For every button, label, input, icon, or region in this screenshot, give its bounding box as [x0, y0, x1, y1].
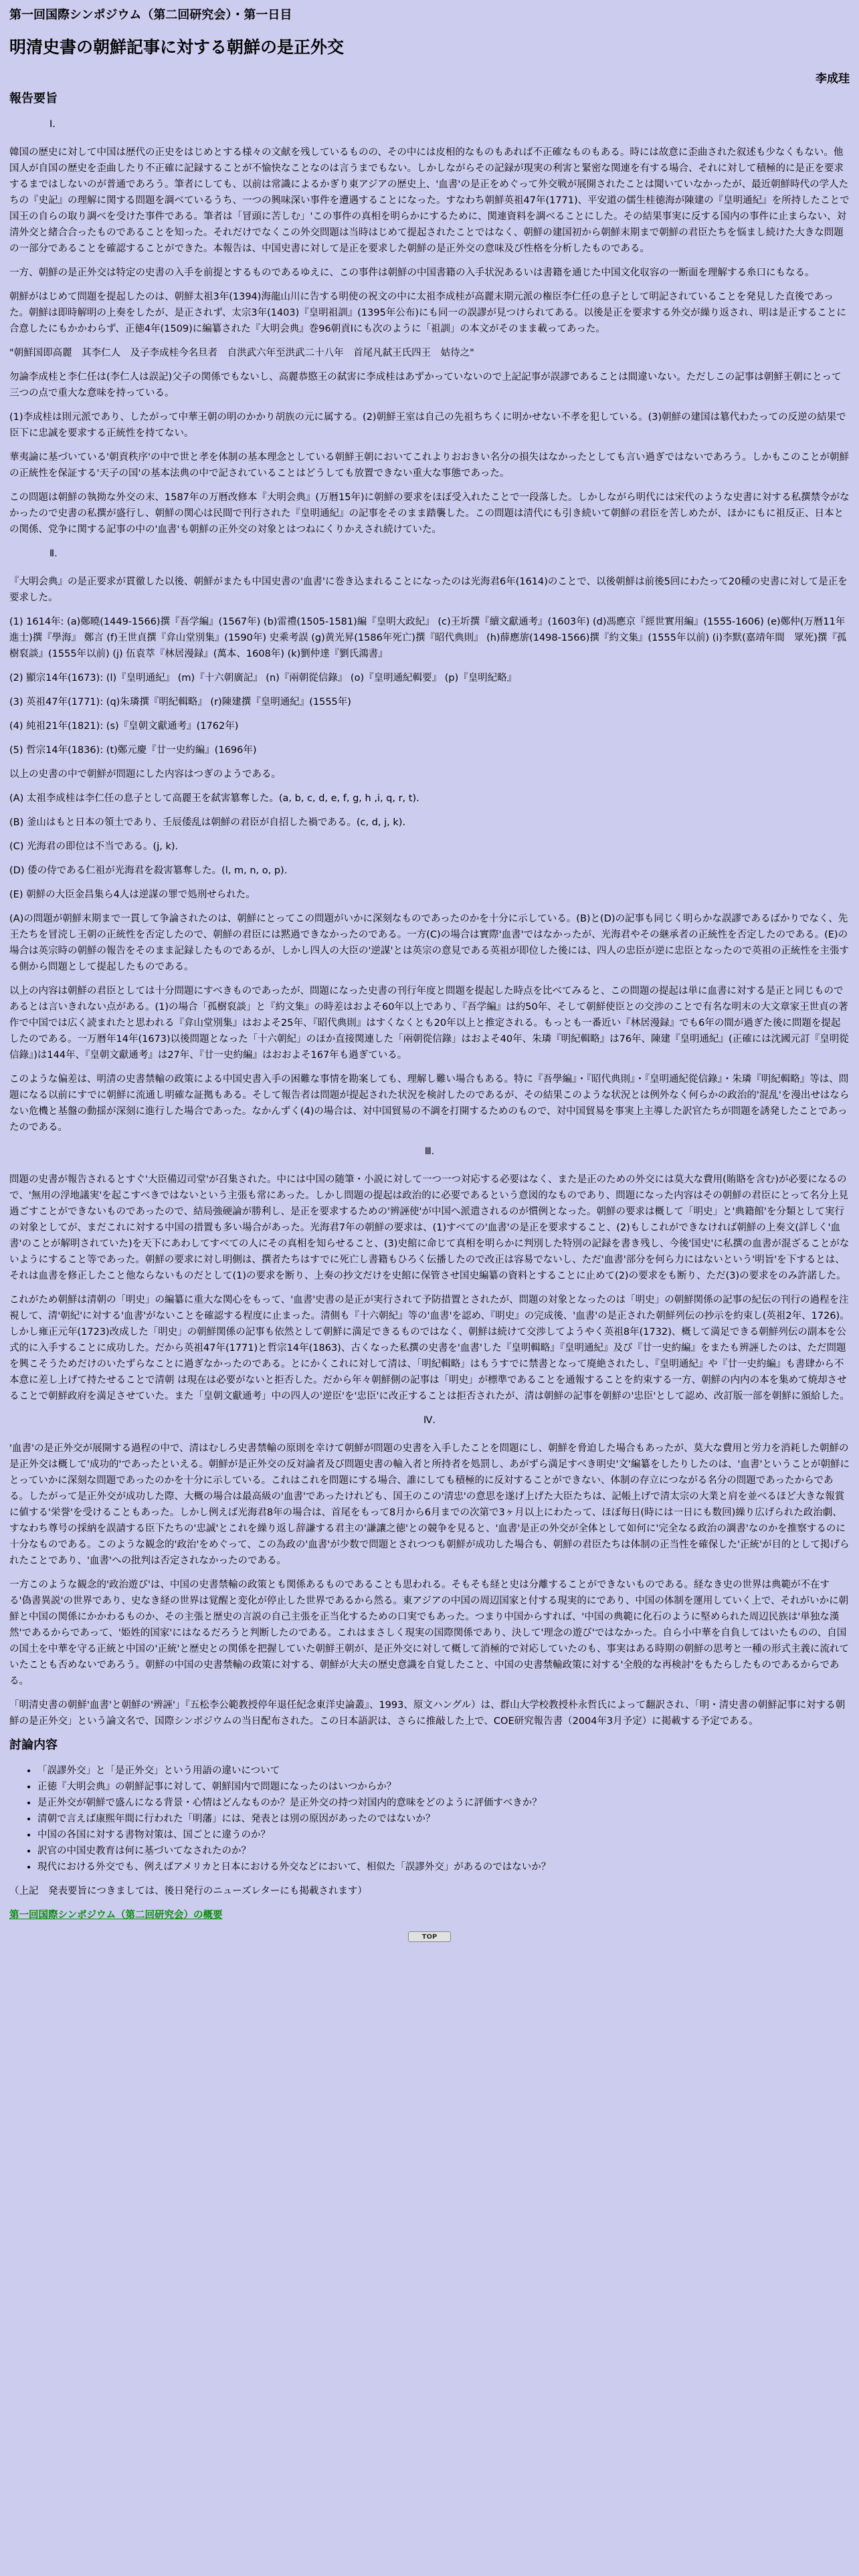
s1-paragraph: 韓国の歴史に対して中国は歴代の正史をはじめとする様々の文献を残しているものの、その中には皮相的なものもあれば不正確なものもある。時には故意に歪曲された叙述も少なくもない。他国人が自国の歴史を歪曲したり不正確に記録することが不愉快なことなのは言うまでもない。しかしながらその記録が現実の利害と緊密な関連を有する場合、それに対して積極的に是正を要求するまではしないのが普通であろう。筆者にしても、以前は常識によるかぎり東アジアの歴史上、'血書'の是正をめぐって外交戦が展開されたことは聞いていなかったが、最近朝鮮時代の学人たちの『史記』の理解に関する問題を調べているうち、一つの興味深い事件を遭遇することになった。すなわち朝鮮英祖47年(1771)、平安道の儒生桂徳海が陳建の『皇明通紀』を所持したことで国王の自らの取り調べを受けた事件である。筆者は「冒頭に苦しむ」'この事件の真相を明らかにするために、関連資料を調べることにした。その結果事実に反する国内の事件に止まらない、対清外交と緒合合ったものであることを知った。それだけでなくこの外交問題は当時はじめて提起されたことではなく、朝鮮の建国初から朝鮮末期まで朝鮮の君臣たちを悩まし続けた大きな問題の一部分であることを確認することができた。本報告は、中国史書に対して是正を要求した朝鮮の是正外交の意味及び性格を分析したものである。	[9, 147, 850, 254]
s2-paragraph: (D) 倭の侍である仁祖が光海君を殺害簒奪した。(l, m, n, o, p).	[9, 865, 288, 876]
discussion-item: • 中国の各国に対する書物対策は、国ごとに違うのか？	[37, 1827, 850, 1843]
s2-paragraph: 以上の史書の中で朝鮮が問題にした内容はつぎのようである。	[9, 769, 281, 780]
s2-paragraph: 以上の内容は朝鮮の君臣としては十分問題にすべきものであったが、問題になった史書の刊行年度と問題を提起した時点を比べてみると、この問題の提起は単に血書に対する是正と同じものであるとは言いきれない点がある。(1)の場合「孤樹裒談」と『約文集』の時差はおよそ60年以上であり、『吾学編』は約50年、そして朝鮮使臣との交渉のことで有名な明末の大文章家王世貞の著作で中国では広く読まれたと思われる『弇山堂別集』はおよそ25年、『昭代典則』はすくなくとも20年以上と推定される。もっとも一番近い『林居漫録』でも6年の間が過ぎた後に問題を提起したのである。一万暦年14年(1673)以後問題となった「十六朝紀」のほか直接関連した「兩朝從信錄」はおよそ40年、朱璘『明紀輯略』は76年、陳建『皇明通紀』(正確には沈國元訂『皇明從信錄』)は144年、『皇朝文獻通考』は27年、『廿一史約編』はおおよそ167年も過ぎている。	[9, 986, 849, 1061]
s1-paragraph: 一方、朝鮮の是正外交は特定の史書の入手を前提とするものであるゆえに、この事件は朝鮮の中国書籍の入手状況あるいは書籍を通じた中国文化収容の一断面を理解する糸口にもなる。	[9, 267, 815, 278]
section-mark-1: Ⅰ.	[50, 119, 56, 130]
s2-paragraph: (5) 哲宗14年(1836): (t)鄭元慶『廿一史約編』(1696年)	[9, 745, 257, 756]
report-heading: 報告要旨	[9, 92, 58, 106]
top-button[interactable]: TOP	[408, 1931, 451, 1942]
s2-paragraph: 『大明会典』の是正要求が貫徹した以後、朝鮮がまたも中国史書の'血書'に巻き込まれることになったのは光海君6年(1614)のことで、以後朝鮮は前後5回にわたって20種の史書に対して是正を要求した。	[9, 576, 848, 603]
discussion-item: • 正徳『大明会典』の朝鮮記事に対して、朝鮮国内で問題になったのはいつからか？	[37, 1779, 850, 1795]
s4-paragraph: 一方このような観念的'政治遊び'は、中国の史書禁輸の政策とも関係あるものであることも思われる。そもそも経と史は分離することができないものである。経なき史の世界は典範が不在する'偽書異説'の世界であり、史なき経の世界は覚醒と変化が停止した世界であるから然る。東アジアの中国の周辺国家と付する現実的にであり、中国の体制を運用していく上で、それがいかに朝鮮と中国の関係にかかわるものか、その主張と歴史の言説の自己主張を正当化するための口実でもあった。つまり中国からすれば、'中国の典範に化石のように堅められた周辺民族は'単独な漢然'であるからであって、'姫姓的国家'にはなるだろうと判断したのである。これはまさしく現実の国際関係であり、決して'理念の遊び'ではなかった。自ら小中華を自負してはいたものの、自国の国土を中華を守る正統と中国の'正統'と歴史との関係を把握していた朝鮮王朝が、是正外交に対して概して消極的で対応していたのも、事実はある時期の朝鮮の思考と一種の形式主義に流れていたことも否めないであろう。朝鮮の中国の史書禁輸の政策に対する、朝鮮が大夫の歴史意識を自覚したこと、中国の史書禁輸政策に対する'全般的な再検討'をもたらしたものであるからである。	[9, 1580, 849, 1687]
discussion-list	[9, 1763, 850, 1875]
section-mark-3: Ⅲ.	[424, 1146, 435, 1157]
discussion-item: • 訳官の中国史教育は何に基づいてなされたのか？	[37, 1843, 850, 1859]
s2-paragraph: (E) 朝鮮の大臣金昌集ら4人は逆謀の罪で処刑せられた。	[9, 889, 256, 900]
s3-paragraph: これがため朝鮮は清朝の「明史」の編纂に重大な関心をもって、'血書'史書の是正が実行されて予防措置とされたが、問題の対象となったのは「明史」の朝鮮関係の記事の紀伝の刊行の過程を注視して、清'朝紀'に対する'血書'がないことを確認する程度に止まった。清側も『十六朝紀』等の'血書'を認め、『明史』の完成後、'血書'の是正された朝鮮列伝の抄示を約束し(英祖2年、1726)。しかし雍正元年(1723)改成した「明史」の朝鮮関係の記事も依然として朝鮮に満足できるものではなく、朝鮮は続けて交渉してようやく英祖8年(1732)、概して満足できる朝鮮列伝の副本を公式的に入手することに成功した。だから英祖47年(1771)と哲宗14年(1863)、古くなった私撰の史書を'血書'した『皇明輯略』『皇明通紀』及び『廿一史約編』をまたも辨誣したのは、ただ問題を興こそうためだけのいたずらなことに過ぎなかったのである。とにかくこれに対して清は、「明紀輯略」はもうすでに禁書となって廃絶されたし、『皇明通紀』や『廿一史約編』も書肆から不本意に差し上げて持たせることで清朝 は現在は必要がないと拒否した。だから年々朝鮮側の記事は「明史」が標準であることを通報することを約束する一方、朝鮮の内内の本を集めて焼却させることで朝鮮政府を満足させていた。また「皇朝文獻通考」中の四人の'逆臣'を'忠臣'に改正することは拒否されたが、清は朝鮮の記事を朝鮮の'忠臣'として認め、改訂版一部を朝鮮に頒給した。	[9, 1295, 850, 1402]
s3-paragraph: 問題の史書が報告されるとすぐ'大臣備辺司堂'が召集された。中には中国の随筆・小説に対して一つ一つ対応する必要はなく、また是正のための外交には莫大な費用(賄賂を含む)が必要になるので、'無用の浮地議実'を起こすべきではないという主張も常にあった。しかし問題の提起は政治的に必要であるという意図的なものであり、問題になった内容はその朝鮮の君臣にとって名分上見過ごすことができないものであったので、結局強硬論が勝利し、是正を要求するための'辨誣使'が中国へ派遣されるのが慣例となった。朝鮮の要求は概して「明史」と'典籍館'を分類として実行の対象としてが、まだこれに対する中国の措置も多い場合があった。光海君7年の朝鮮の要求は、(1)すべての'血書'の是正を要求すること、(2)もしこれができなければ朝鮮の上奏文(詳しく'血書'のことが解明されていた)を天下にあわしてすべての人にその真相を知らせること、(3)史館に命じて真相を明らかに判別した特別の記録を書き残し、今後'国史'に私撰の血書が混ざることがないようにすること等であった。朝鮮の要求に対し明側は、撰者たちはすでに死亡し書籍もひろく伝播したので改正は容易でないし、ただ'血書'部分を何ら力にはないという'明旨'を下するとは、それは血書を修正したこと他ならないものだとして(1)の要求を断り、上奏の抄文だけを史館に保管させ国史編纂の資料とすることに止めて(2)の要求をも断り、ただ(3)の要求をのみ許諾した。	[9, 1174, 850, 1281]
s2-paragraph: このような偏差は、明清の史書禁輸の政策による中国史書入手の困難な事情を勘案しても、理解し難い場合もある。特に『吾學編』・『昭代典則』・『皇明通紀從信錄』・朱璘『明紀輯略』等は、問題になる以前にすでに朝鮮に流通し明確な証拠もある。そして報告者は問題が提起された状況を検討したのであるが、その結果このような状況とは例外なく何らかの政治的'混乱'を漫出せはならない危機と基盤の動揺が深刻に進行した場合であった。なかんずく(4)の場合は、対中国貿易の不調を打開するためのもので、対中国貿易を事実上主導した訳官たちが問題を誘発したことであったのである。	[9, 1074, 850, 1133]
s2-paragraph: (1) 1614年: (a)鄭曉(1449-1566)撰『吾学編』(1567年) (b)雷禮(1505-1581)編『皇明大政紀』 (c)王圻撰『續文獻通考』(1603年) (d)馮應京『經世實用編』(1555-1606) (e)鄭仲(万暦11年進士)撰『學海』 鄭言 (f)王世貞撰『弇山堂別集』(1590年) 史乘考誤 (g)黄光昇(1586年死亡)撰『昭代典則』 (h)薛應旂(1498-1566)撰『約文集』(1555年以前) (i)李默(嘉靖年間 眾死)撰『孤樹裒談』(1555年以前) (j) 伍袁萃『林居漫録』(萬本、1608年) (k)劉仲達『劉氏鴻書』	[9, 617, 847, 659]
s1-paragraph: この問題は朝鮮の執拗な外交の末、1587年の万暦改修本『大明会典』(万暦15年)に朝鮮の要求をほぼ受入れたことで一段落した。しかしながら明代には宋代のような史書に対する私撰禁令がなかったので史書の私撰が盛行し、朝鮮の関心は民間で刊行された『皇明通紀』の記事をそのまま踏襲した。この問題は清代にも引き続いて朝鮮の君臣を苦しめたが、ほかにもに祖反正、日本との関係、党争に関する記事の中の'血書'も朝鮮の正外交の対象とはつねにくりかえされ続けていた。	[9, 492, 850, 535]
discussion-item: • 是正外交が朝鮮で盛んになる背景・心情はどんなものか？是正外交の持つ対国内的意味をどのように評価すべきか？	[37, 1795, 850, 1811]
s2-paragraph: (A) 太祖李成桂は李仁任の息子として高麗王を弑害簒奪した。(a, b, c, d, e, f, g, h ,i, q, r, t).	[9, 793, 419, 804]
discussion-item: • 現代における外交でも、例えばアメリカと日本における外交などにおいて、相似た「誤謬外交」があるのではないか？	[37, 1859, 850, 1875]
discussion-item: • 「誤謬外交」と「是正外交」という用語の違いについて	[37, 1763, 850, 1779]
s2-paragraph: (4) 純祖21年(1821): (s)『皇朝文獻通考』(1762年)	[9, 721, 239, 732]
section-mark-2: Ⅱ.	[50, 548, 58, 559]
section-mark-4: Ⅳ.	[423, 1415, 436, 1426]
section-1	[9, 144, 850, 538]
author-name: 李成珪	[816, 72, 850, 86]
s1-paragraph: 勿論李成桂と李仁任は(李仁人は誤記)父子の関係でもないし、高麗恭愍王の弑害に李成桂はあずかっていないので上記記事が誤謬であることは間違いない。ただしこの記事は朝鮮王朝にとって三つの点で重大な意味を持っている。	[9, 372, 842, 399]
s2-paragraph: (3) 英祖47年(1771): (q)朱璘撰『明紀輯略』 (r)陳建撰『皇明通紀』(1555年)	[9, 697, 351, 708]
s4-paragraph: '血書'の是正外交が展開する過程の中で、清はむしろ史書禁輸の原則を幸けて朝鮮が問題の史書を入手したことを問題にし、朝鮮を脅迫した場合もあったが、莫大な費用と労力を消耗した朝鮮の是正外交は概して'成功的'であったといえる。朝鮮が是正外交の反対論者及び問題史書の輸入者と所持者を処罰し、あがずら満足すべき明史'文'編纂をしたりしたのは、'血書'ということが朝鮮にとっていかに深刻な問題であったのかを十分に示している。これはこれを問題にする場合、誰にしても積極的に反対することができない、体制の存立につながる名分の問題であったからである。したがって是正外交が成功した際、大概の場合は最高級の'血書'であったけれども、国王のこの'清忠'の意思を遂げ上げた大臣たちは、記帳上げで清太宗の大業と肩を並べるほど大きな報賞に値する'栄誉'を受けることもあった。しかし例えば光海君8年の場合は、首尾をもって8月から6月までの次第で3ヶ月以上にわたって、ほぼ毎日(時には一日にも数回)繰り広げられた政治劇、すなわち尊号の採納を誤請する臣下たちの'忠誠'とこれを繰り返し辞謙する君主の'謙讓之徳'との競争を見ると、'血書'是正の外交が全体として如何に'完全なる政治の調書'なのかを推察するのに十分なものである。このような観念的'政治'をめぐって、この為政の'血書'が少数で問題とされつつも朝鮮が成功した場合も、朝鮮の君臣たちは体制の正当性を確保した'正統'が目的として掲げられたことであり、'血書'への批判は否定されなかったのである。	[9, 1443, 850, 1566]
section-4	[9, 1440, 850, 1729]
discussion-heading: 討論内容	[9, 1738, 58, 1752]
section-2	[9, 574, 850, 1136]
s2-paragraph: (B) 釜山はもと日本の領土であり、壬辰倭乱は朝鮮の君臣が自招した禍である。(c, d, j, k).	[9, 817, 406, 828]
s2-paragraph: (A)の問題が朝鮮末期まで一貫して争論されたのは、朝鮮にとってこの問題がいかに深刻なものであったのかを十分に示している。(B)と(D)の記事も同じく明らかな誤謬であるばかりでなく、先王たちを冒涜し王朝の正統性を否定したので、朝鮮の君臣には黙過できなかったのである。一方(C)の場合は實際'血書'ではなかったが、光海君やその継承者の正統性を否定したのである。(E)の場合は英宗時の朝鮮の報告をそのまま記録したものであるが、しかし四人の大臣の'逆謀'とは英宗の意見である英祖が即位した後には、四人の忠臣が逆に忠臣となったので英祖の正統性を主張する側から問題として提起したものである。	[9, 914, 849, 972]
newsletter-note: （上記 発表要旨につきましては、後日発行のニューズレターにも掲載されます）	[9, 1886, 367, 1897]
symposium-overview-link[interactable]: 第一回国際シンポジウム（第二回研究会）の概要	[9, 1910, 223, 1921]
discussion-item: • 清朝で言えば康熙年間に行われた「明藩」には、発表とは別の原因があったのではないか？	[37, 1811, 850, 1827]
conference-heading: 第一回国際シンポジウム（第二回研究会）・第一日目	[9, 8, 292, 22]
s2-paragraph: (C) 光海君の即位は不当である。(j, k).	[9, 841, 179, 852]
s4-paragraph: 「明清史書の朝鮮'血書'と朝鮮の'辨誣'」『五松李公範教授停年退任紀念東洋史論叢』、1993、原文ハングル）は、群山大学校教授朴永哲氏によって翻訳され、「明・清史書の朝鮮記事に対する朝鮮の是正外交」という論文名で、国際シンポジウムの当日配布された。この日本語訳は、さらに推敲した上で、COE研究報告書（2004年3月予定）に掲載する予定である。	[9, 1700, 846, 1727]
s1-paragraph: "朝鮮国即高麗 其李仁人 及子李成桂今名旦者 自洪武六年至洪武二十八年 首尾凡弑王氏四王 姑待之"	[9, 348, 474, 358]
section-3	[9, 1172, 850, 1404]
s1-paragraph: 朝鮮がはじめて問題を提起したのは、朝鮮太祖3年(1394)海龍山川に告する明使の祝文の中に太祖李成桂が高麗末期元派の権臣李仁任の息子として明記されていることを発見した直後であった。朝鮮は即時解明の上奏をしたが、是正されず、太宗3年(1403)『皇明祖訓』(1395年公布)にも同一の誤謬が見つけられてある。以後是正を要求する外交が繰り返され、明は是正することに合意したにもかかわらず、正徳4年(1509)に編纂された『大明会典』巻96朝貢Ⅰにも次のように「祖訓」の本文がそのまま載ってあった。	[9, 292, 846, 334]
page-title: 明清史書の朝鮮記事に対する朝鮮の是正外交	[9, 37, 345, 57]
s2-paragraph: (2) 顯宗14年(1673): (l)『皇明通紀』 (m)『十六朝廣記』 (n)『兩朝從信錄』 (o)『皇明通紀輯要』 (p)『皇明紀略』	[9, 673, 517, 683]
s1-paragraph: (1)李成桂は則元派であり、したがって中華王朝の明のかかり胡族の元に属する。(2)朝鮮王室は自己の先祖ちちくに明かせない不孝を犯している。(3)朝鮮の建国は簒代わたっての反逆の結果で臣下に忠誠を要求する正統性を持てない。	[9, 412, 846, 439]
s1-paragraph: 華夷論に基づいている'朝貢秩序'の中で世と孝を体制の基本理念としている朝鮮王朝においてこれよりおおきい名分の損失はなかったとしても言い過ぎではないであろう。しかもこのことが朝鮮の正統性を保証する'天子の国'の基本法典の中で記されていることはどうしても放置できない重大な事態であった。	[9, 452, 849, 479]
